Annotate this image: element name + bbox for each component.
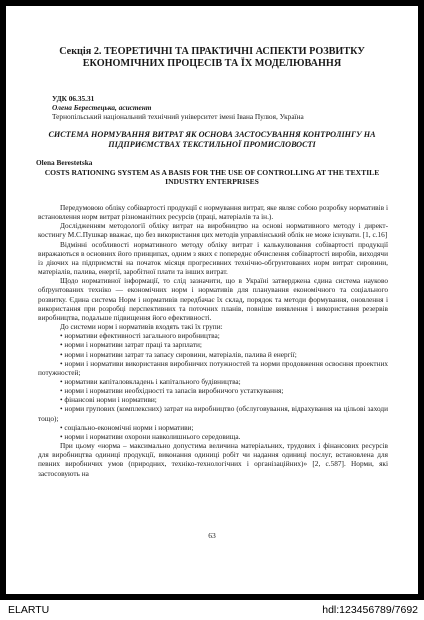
author-en: Olena Berestetska xyxy=(36,158,93,167)
paragraph: При цьому «норма – максимально допустима величина матеріальних, трудових і фінансових ресурсів для виробництва одиниці продукції, виконання одиниці робіт чи надання одиниці послуг, встановлена для певних виробничих умов (природних, техніко-технологічних і організаційних)» [2, с.587]. Норми, які застосовують на xyxy=(38,441,388,478)
section-title: Секція 2. ТЕОРЕТИЧНІ ТА ПРАКТИЧНІ АСПЕКТИ РОЗВИТКУ ЕКОНОМІЧНИХ ПРОЦЕСІВ ТА ЇХ МОДЕЛЮВАННЯ xyxy=(59,46,365,69)
list-item: • норми і нормативи необхідності та запасів виробничого устаткування; xyxy=(60,386,284,396)
paragraph: Дослідженням методології обліку витрат на виробництво на основі нормативного методу і директ-костингу М.С.Пушкар вважає, що без використання цих методів управлінський облік не може існувати. [1, с.16] xyxy=(38,221,388,240)
list-item: • норми і нормативи охорони навколишнього середовища. xyxy=(60,431,241,441)
list-item: • норми і нормативи затрат та запасу сировини, матеріалів, палива й енергії; xyxy=(60,349,297,359)
list-item: • норми групових (комплексних) затрат на виробництво (обслуговування, відрахування на цільові заходи тощо); xyxy=(38,404,388,423)
author-ua: Олена Берестецька, асистент xyxy=(52,103,152,112)
repository-footer xyxy=(0,600,424,620)
paragraph: До системи норм і нормативів входять такі їх групи: xyxy=(60,322,223,332)
handle-label[interactable]: hdl:123456789/7692 xyxy=(322,604,418,616)
udk-code: УДК 06.35.31 xyxy=(52,94,95,103)
document-page xyxy=(6,6,418,594)
list-item: • нормативи капіталовкладень і капітального будівництва; xyxy=(60,376,241,386)
article-title-en: COSTS RATIONING SYSTEM AS A BASIS FOR THE USE OF CONTROLLING AT THE TEXTILE INDUSTRY ENTERPRISES xyxy=(44,168,380,186)
page-number: 63 xyxy=(208,531,216,540)
list-item: • нормативи ефективності загального виробництва; xyxy=(60,331,220,341)
list-item: • норми і нормативи затрат праці та зарплати; xyxy=(60,340,202,350)
paragraph: Передумовою обліку собівартості продукції є нормування витрат, яке являє собою розробку нормативів і встановлення норм витрат різноманітних ресурсів (праці, матеріалів та ін.). xyxy=(38,203,388,222)
repository-label[interactable]: ELARTU xyxy=(8,604,50,616)
list-item: • фінансові норми і нормативи; xyxy=(60,395,157,405)
list-item: • норми і нормативи використання виробничих потужностей та норми продовження освоєння проектних потужностей; xyxy=(38,358,388,377)
affiliation: Тернопільський національний технічний університет імені Івана Пулюя, Україна xyxy=(52,112,304,121)
paragraph: Щодо нормативної інформації, то слід зазначити, що в Україні затверджена єдина система науково обґрунтованих техніко — економічних норм і нормативів для планування економічного та соціального розвитку. Єдина система Норм і нормативів передбачає їх склад, порядок та методи формування, оновлення і використання при розробці перспективних та поточних планів, повніше виявлення і використання резервів виробництва, подальше підвищення його ефективності. xyxy=(38,276,388,322)
article-body xyxy=(38,203,388,478)
article-title-ua: СИСТЕМА НОРМУВАННЯ ВИТРАТ ЯК ОСНОВА ЗАСТОСУВАННЯ КОНТРОЛІНГУ НА ПІДПРИЄМСТВАХ ТЕКСТИЛЬНОЇ ПРОМИСЛОВОСТІ xyxy=(48,130,376,149)
list-item: • соціально-економічні норми і нормативи; xyxy=(60,422,194,432)
paragraph: Відмінні особливості нормативного методу обліку витрат і калькулювання собівартості продукції виражаються в основних його принципах, одним з яких є попереднє обчислення собівартості виробів, виходячи із діючих на підприємстві на початок місяця прогресивних технічно-обгрунтованих норм витрат сировини, матеріалів, палива, енергії, заробітної плати та інших витрат. xyxy=(38,239,388,277)
